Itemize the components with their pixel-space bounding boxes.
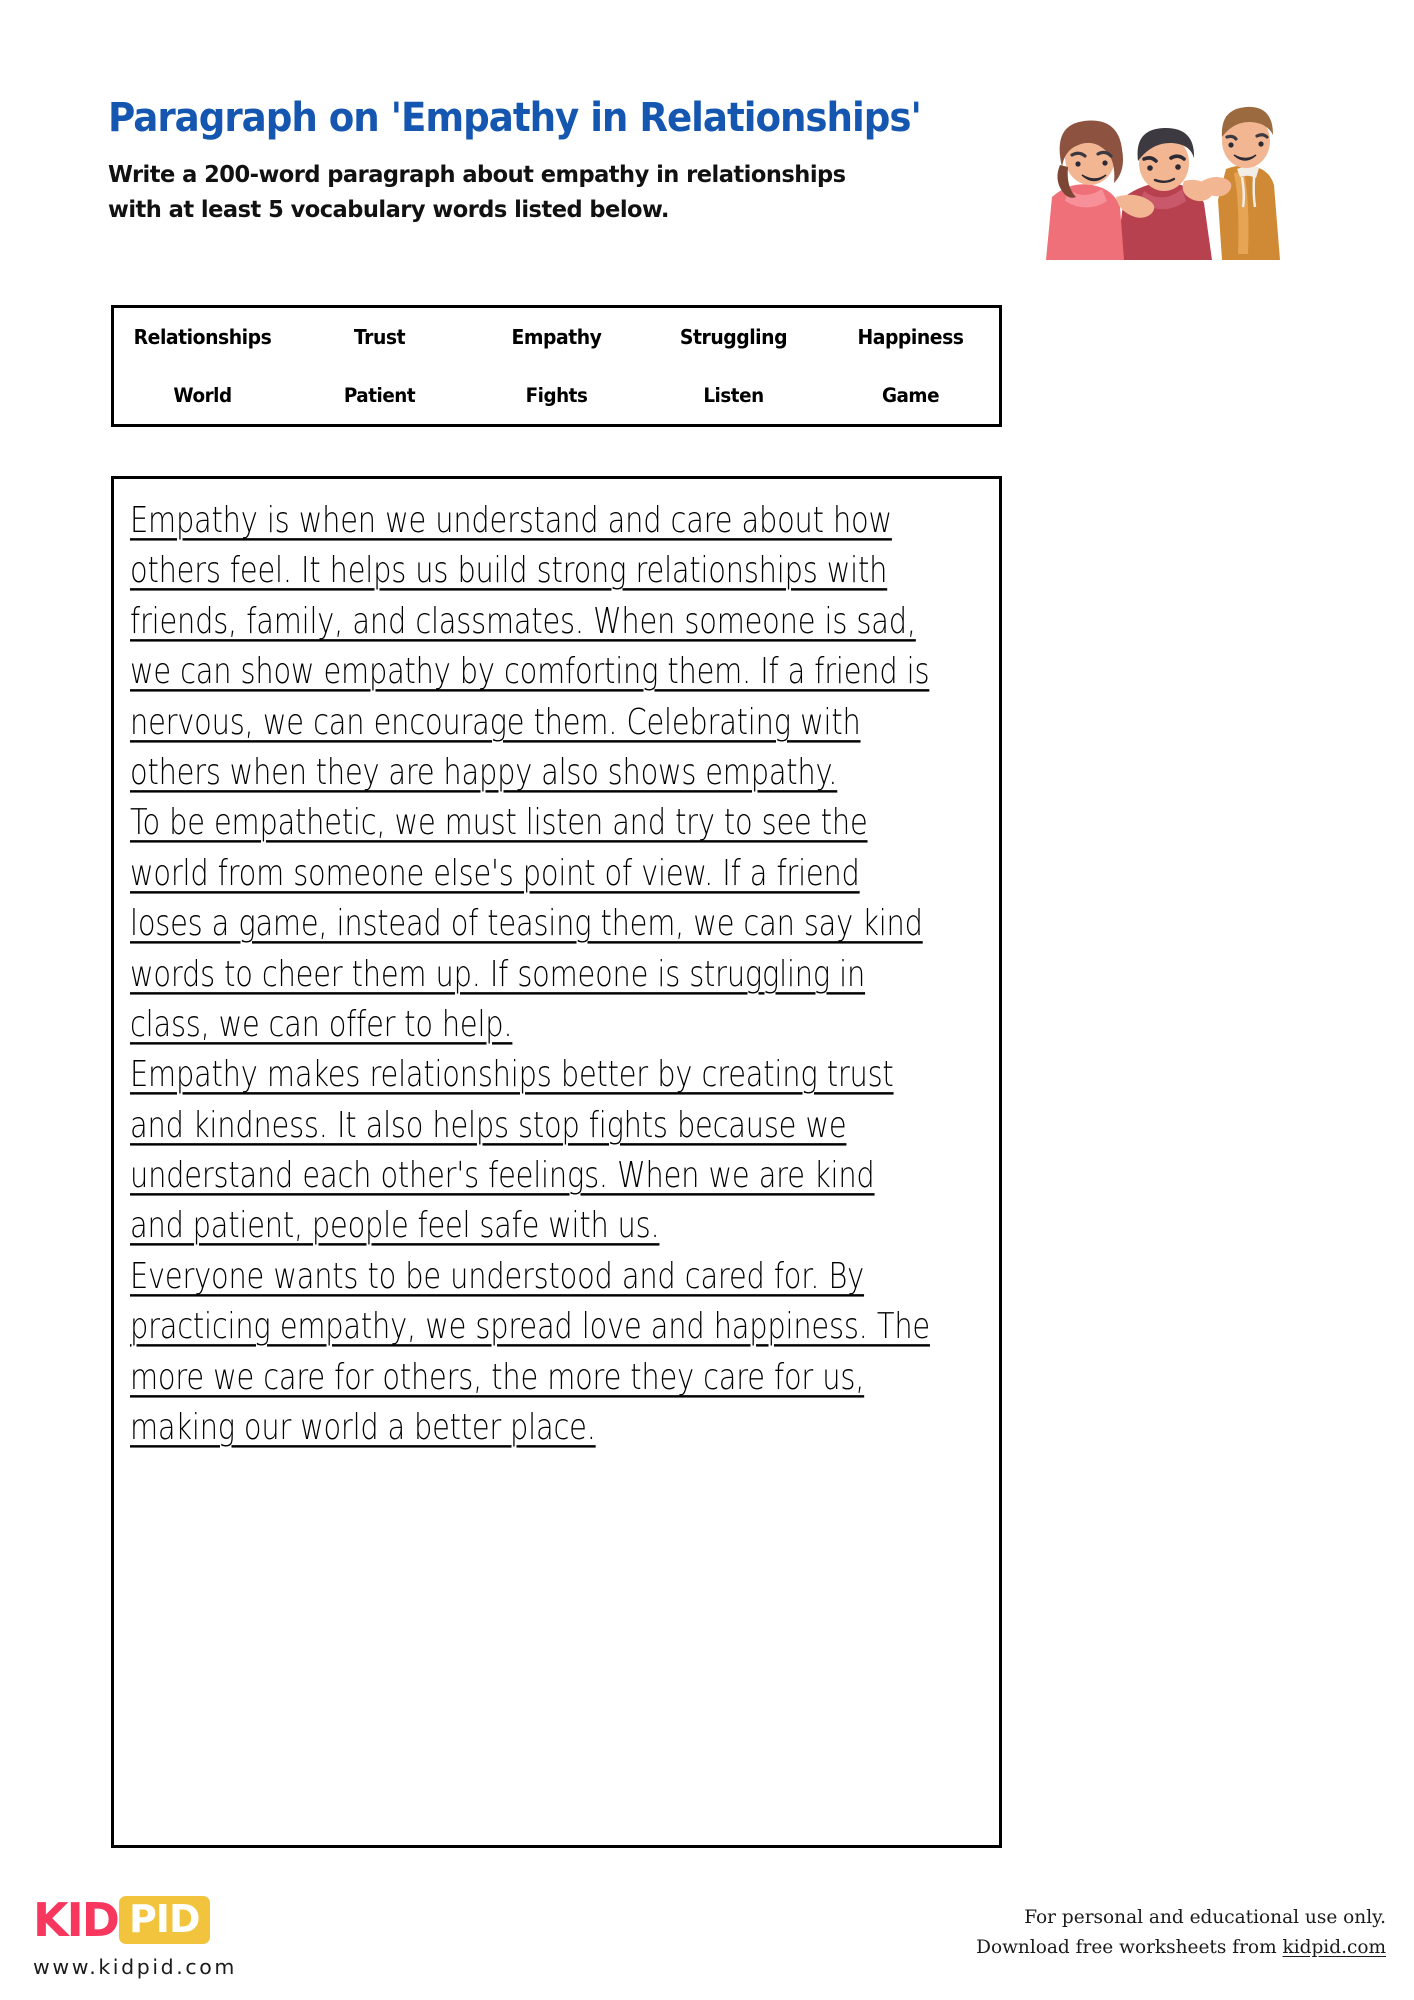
kidpid-link[interactable]: kidpid.com	[1282, 1937, 1386, 1958]
word-bank-row-1	[114, 308, 999, 366]
vocab-word: Happiness	[857, 325, 964, 349]
page-title: Paragraph on 'Empathy in Relationships'	[108, 95, 921, 141]
answer-line: and patient, people feel safe with us.	[130, 1204, 660, 1247]
answer-line: To be empathetic, we must listen and try to see the	[130, 801, 868, 843]
vocab-word: Struggling	[679, 325, 788, 349]
instructions-line-2: with at least 5 vocabulary words listed below.	[108, 195, 669, 223]
vocabulary-word-bank	[111, 305, 1002, 427]
logo-website-url: www.kidpid.com	[33, 1955, 237, 1979]
answer-line: understand each other's feelings. When we are kind	[130, 1154, 875, 1196]
vocab-word: Fights	[525, 383, 588, 407]
answer-line: and kindness. It also helps stop fights because we	[130, 1103, 847, 1146]
footer-note-line-2	[976, 1933, 1386, 1963]
answer-line: class, we can offer to help.	[130, 1003, 513, 1045]
instructions	[108, 157, 846, 227]
answer-line: others when they are happy also shows empathy.	[130, 751, 838, 793]
vocab-word: Game	[881, 383, 940, 407]
answer-line: making our world a better place.	[130, 1406, 596, 1448]
answer-line: words to cheer them up. If someone is struggling in	[130, 952, 866, 995]
instructions-line-1: Write a 200-word paragraph about empathy in relationships	[108, 160, 846, 188]
answer-line: nervous, we can encourage them. Celebrating with	[130, 700, 861, 743]
answer-line: more we care for others, the more they care for us,	[130, 1355, 865, 1398]
answer-line: loses a game, instead of teasing them, we can say kind	[130, 902, 923, 944]
vocab-word: Empathy	[511, 325, 602, 349]
three-friends-comforting-icon	[1038, 85, 1288, 260]
vocab-word: Relationships	[133, 325, 272, 349]
person-center-illustration	[1116, 128, 1213, 260]
logo-pid-text: PID	[119, 1896, 210, 1944]
kidpid-logo	[33, 1892, 293, 1984]
answer-line: Empathy is when we understand and care about how	[130, 499, 892, 541]
answer-line: others feel. It helps us build strong relationships with	[130, 549, 888, 591]
vocab-word: Listen	[703, 383, 764, 407]
vocab-word: World	[173, 383, 232, 407]
footer-usage-note	[976, 1903, 1386, 1963]
footer-note-line-1: For personal and educational use only.	[1024, 1907, 1386, 1928]
word-bank-row-2	[114, 366, 999, 424]
vocab-word: Patient	[343, 383, 416, 407]
vocab-word: Trust	[353, 325, 406, 349]
answer-paragraphs	[130, 493, 983, 1450]
answer-line: friends, family, and classmates. When someone is sad,	[130, 599, 916, 642]
footer-note-prefix: Download free worksheets from	[976, 1937, 1283, 1958]
answer-line: Everyone wants to be understood and cared for. By	[130, 1254, 865, 1297]
answer-line: Empathy makes relationships better by creating trust	[130, 1053, 894, 1095]
answer-line: we can show empathy by comforting them. If a friend is	[130, 650, 930, 692]
answer-text-area[interactable]	[111, 476, 1002, 1848]
answer-line: practicing empathy, we spread love and happiness. The	[130, 1305, 930, 1347]
answer-line: world from someone else's point of view. If a friend	[130, 851, 860, 894]
logo-kid-text: KID	[33, 1893, 118, 1947]
